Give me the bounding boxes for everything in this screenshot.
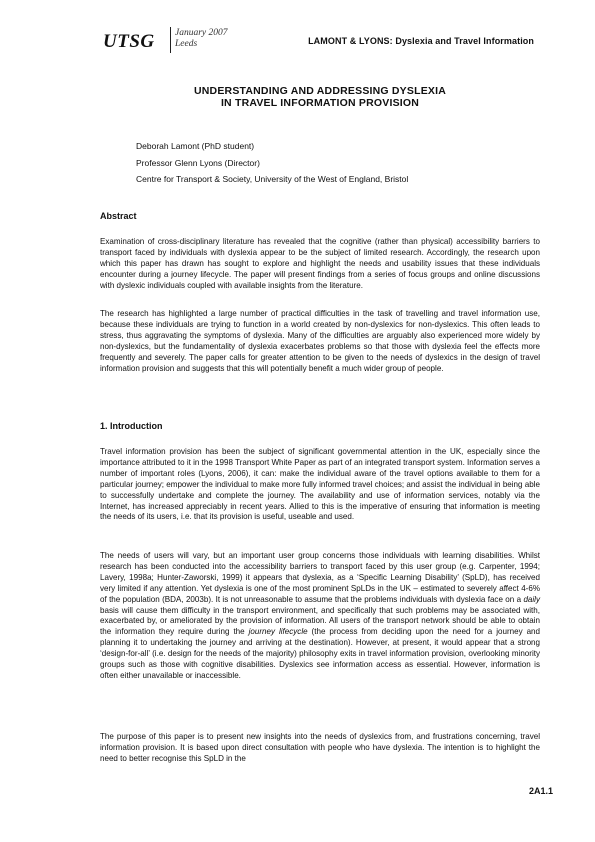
introduction-paragraph-2-text-a: The needs of users will vary, but an important user group concerns those individuals with learning disabilities. Whilst research has been conducted into the accessibility barriers to transport faced by this user group (e.g. Carpenter, 1994; Lavery, 1998a; Hunter-Zaworski, 1999) it appears that dyslexia, as a ‘Specific Learning Disability’ (SpLD), has received very limited if any attention. Yet dyslexia is one of the most prominent SpLDs in the UK – estimated to severely affect 4-6% of the population (BDA, 2003b). It is not unreasonable to assume that the problems individuals with dyslexia face on a bbox=[100, 551, 540, 604]
utsg-logo: UTSG bbox=[103, 31, 155, 52]
paper-title-line-1: UNDERSTANDING AND ADDRESSING DYSLEXIA bbox=[193, 85, 447, 97]
conference-date-month: January 2007 bbox=[175, 28, 228, 38]
introduction-paragraph-2-text-c: (the process from deciding upon the need for a journey and planning it to undertaking the journey and arriving at the destination). However, at present, it would appear that a strong ‘design-for-all’ (i.e. design for the needs of the majority) philosophy exits in travel information provision, overlooking minority groups such as those with cognitive disabilities. Dyslexics see information access as essential. However, information is often either unavailable or inaccessible. bbox=[100, 627, 540, 680]
affiliation: Centre for Transport & Society, University of the West of England, Bristol bbox=[136, 174, 409, 184]
abstract-heading: Abstract bbox=[100, 211, 137, 221]
header-divider bbox=[170, 27, 171, 53]
introduction-paragraph-2 bbox=[100, 551, 540, 682]
paper-title bbox=[100, 85, 540, 109]
author-block bbox=[136, 138, 408, 188]
emphasis-daily: daily bbox=[523, 594, 540, 604]
page-number: 2A1.1 bbox=[528, 786, 553, 796]
paper-title-line-2: IN TRAVEL INFORMATION PROVISION bbox=[220, 97, 420, 109]
author-2: Professor Glenn Lyons (Director) bbox=[136, 157, 260, 168]
introduction-paragraph-1: Travel information provision has been the subject of significant governmental attention in the UK, especially since the importance attributed to it in the 1998 Transport White Paper as part of an integrated transport system. Information serves a number of important roles (Lyons, 2006), it can: make the individual aware of the travel options available to them for a particular journey; empower the individual to make more fully informed travel choices; and assist the individual in being able to successfully undertake and complete the journey. The availability and use of information services, notably via the Internet, has increased appreciably in recent years. Allied to this is the imperative of ensuring that information is meeting the needs of its users, i.e. that its provision is useful, useable and used. bbox=[100, 447, 540, 522]
introduction-paragraph-3: The purpose of this paper is to present new insights into the needs of dyslexics from, and frustrations concerning, travel information provision. It is based upon direct consultation with people who have dyslexia. The intention is to highlight the need to better recognise this SpLD in the bbox=[100, 732, 540, 763]
conference-date-location: Leeds bbox=[175, 39, 198, 49]
emphasis-journey-lifecycle: journey lifecycle bbox=[248, 627, 308, 637]
abstract-paragraph-2: The research has highlighted a large number of practical difficulties in the task of travelling and travel information use, because these individuals are trying to function in a world created by non-dyslexics for non-dyslexics. This often leads to stress, thus aggravating the symptoms of dyslexia. Many of the difficulties are arguably also experienced more widely by non-dyslexics, but the fundamentality of dyslexia exacerbates problems so that those with dyslexia feel the effects more frequently and severely. The paper calls for greater attention to be given to the needs of dyslexics in the design of travel information provision and suggests that this will potentially benefit a much wider group of people. bbox=[100, 309, 540, 373]
introduction-heading: 1. Introduction bbox=[100, 421, 163, 431]
running-title: LAMONT & LYONS: Dyslexia and Travel Information bbox=[308, 36, 534, 46]
author-1: Deborah Lamont (PhD student) bbox=[136, 141, 255, 151]
introduction-paragraph-2-text-b: basis will cause them difficulty in the transport environment, and specifically that such problems may be associated with, exacerbated by, or ameliorated by the provision of information. All users of the transport network should be able to obtain the information they require during the bbox=[100, 605, 540, 637]
page-header bbox=[100, 27, 540, 57]
abstract-paragraph-1: Examination of cross-disciplinary literature has revealed that the cognitive (rather than physical) accessibility barriers to transport faced by individuals with dyslexia appear to be the subject of limited research. Accordingly, the research upon which this paper has drawn has sought to explore and highlight the needs and usability issues that these individuals encounter during a journey lifecycle. The paper will present findings from a series of focus groups and online discussions with dyslexic individuals coupled with available insights from the literature. bbox=[100, 237, 540, 290]
conference-date bbox=[175, 28, 228, 50]
